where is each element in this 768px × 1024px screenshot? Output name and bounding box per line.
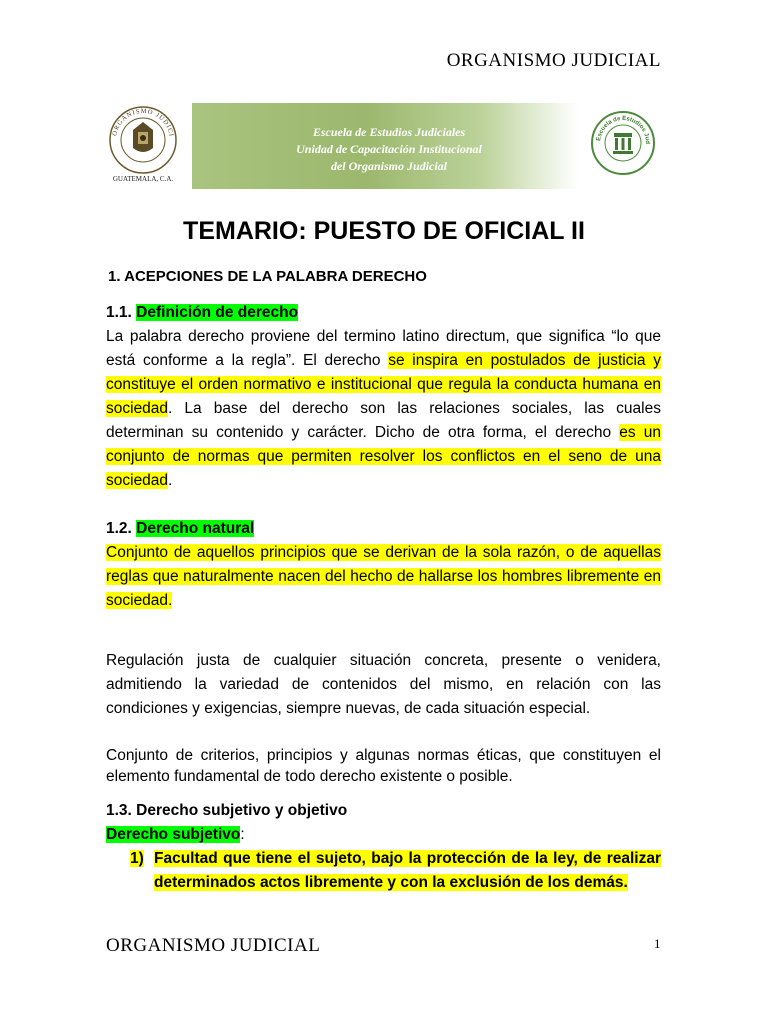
highlighted-text: constituye el orden normativo e institucional que regula la conducta humana en sociedad bbox=[106, 376, 661, 417]
page-header-title: ORGANISMO JUDICIAL bbox=[446, 50, 661, 71]
paragraph: Conjunto de criterios, principios y algunas normas éticas, que constituyen el elemento fundamental de todo derecho existente o posible. bbox=[106, 747, 661, 785]
paragraph: Regulación justa de cualquier situación concreta, presente o venidera, admitiendo la variedad de contenidos del mismo, en relación con las condiciones y exigencias, siempre nuevas, de cada situación especial. bbox=[106, 652, 661, 717]
highlighted-heading: Derecho natural bbox=[136, 520, 255, 537]
banner-line-3: del Organismo Judicial bbox=[330, 159, 447, 173]
round-logo-arc-text: Escuela de Estudios Jud bbox=[596, 115, 651, 145]
banner-line-1: Escuela de Estudios Judiciales bbox=[312, 125, 466, 139]
seal-caption: GUATEMALA, C.A. bbox=[112, 175, 174, 183]
highlighted-text: es un conjunto de normas que permiten resolver los conflictos en el seno de una sociedad bbox=[106, 424, 661, 489]
paragraph: La palabra derecho proviene del termino latino directum, que significa “lo que está conforme a la regla”. El derecho se inspira en postulados de justicia y constituye el orden normativo e institucional que regula la conducta humana en sociedad. La base del derecho son las relaciones sociales, las cuales determinan su contenido y carácter. Dicho de otra forma, el derecho es un conjunto de normas que permiten resolver los conflictos en el seno de una sociedad. bbox=[106, 328, 661, 489]
highlighted-heading: Definición de derecho bbox=[136, 304, 299, 321]
highlighted-text: se inspira en postulados de justicia y bbox=[388, 352, 661, 369]
list-item: 1) Facultad que tiene el sujeto, bajo la protección de la ley, de realizar determinados actos libremente y con la exclusión de los demás. bbox=[130, 850, 661, 891]
seal-arc-text: ORGANISMO JUDICI bbox=[111, 107, 175, 138]
section-heading: 1. ACEPCIONES DE LA PALABRA DERECHO bbox=[108, 268, 427, 285]
highlighted-text: Conjunto de aquellos principios que se derivan de la sola razón, o de aquellas reglas que naturalmente nacen del hecho de hallarse los hombres libremente en sociedad. bbox=[106, 544, 661, 609]
document-title: TEMARIO: PUESTO DE OFICIAL II bbox=[183, 217, 585, 245]
page-number: 1 bbox=[654, 936, 661, 951]
subsection-heading: 1.3. Derecho subjetivo y objetivo bbox=[106, 802, 348, 819]
organismo-judicial-seal-logo bbox=[102, 100, 184, 184]
subsection-heading: 1.1. Definición de derecho bbox=[106, 304, 299, 321]
escuela-estudios-judiciales-logo bbox=[588, 103, 658, 193]
banner-line-2: Unidad de Capacitación Institucional bbox=[296, 142, 482, 156]
institution-banner bbox=[192, 103, 578, 189]
document-body bbox=[106, 265, 661, 895]
subheading-derecho-subjetivo: Derecho subjetivo: bbox=[106, 826, 245, 843]
paragraph bbox=[106, 541, 661, 613]
subsection-heading: 1.2. Derecho natural bbox=[106, 520, 255, 537]
page-footer-title: ORGANISMO JUDICIAL bbox=[106, 935, 321, 956]
